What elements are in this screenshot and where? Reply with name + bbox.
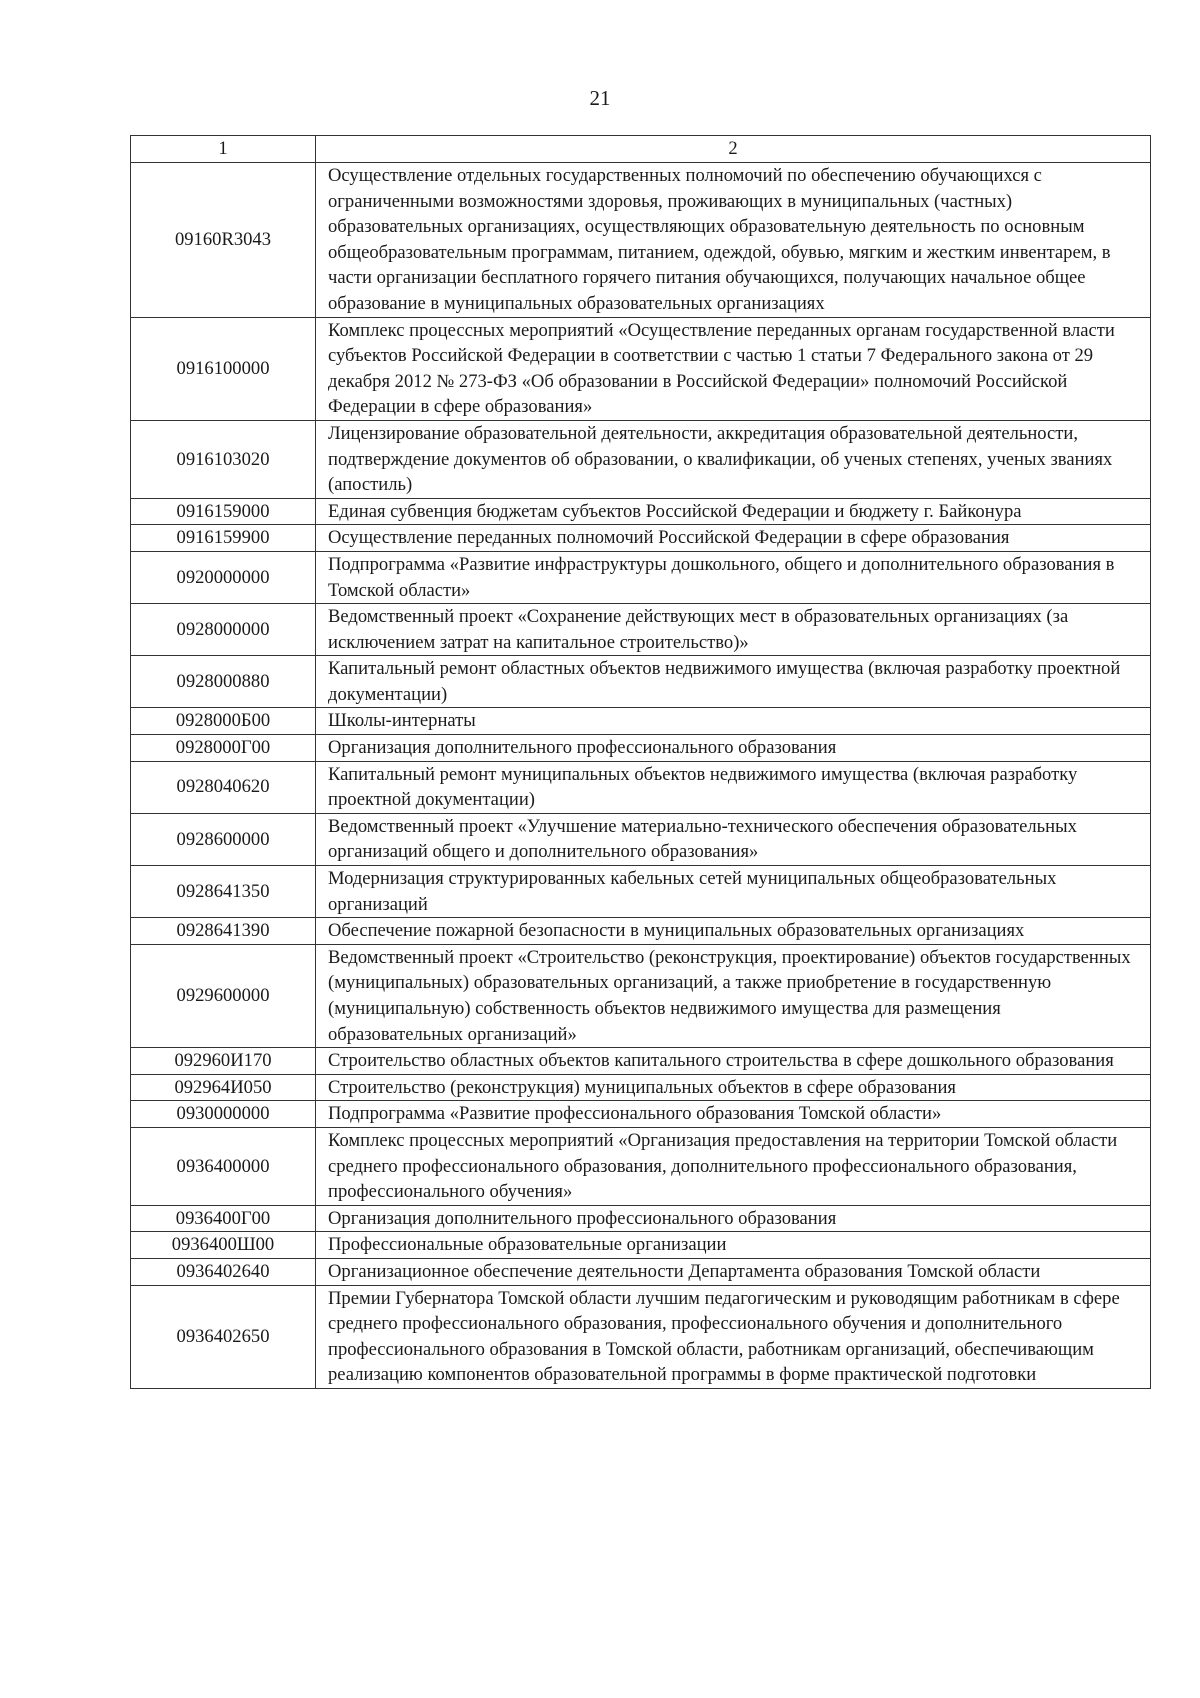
table-header — [131, 136, 1151, 163]
table-row — [131, 813, 1151, 865]
row-code: 0928641390 — [131, 918, 316, 945]
row-code: 09160R3043 — [131, 163, 316, 318]
table-row — [131, 317, 1151, 420]
row-name: Подпрограмма «Развитие профессионального образования Томской области» — [316, 1101, 1151, 1128]
row-name: Комплекс процессных мероприятий «Осуществление переданных органам государственной власти субъектов Российской Федерации в соответствии с частью 1 статьи 7 Федерального закона от 29 декабря 2012 № 273-ФЗ «Об образовании в Российской Федерации» полномочий Российской Федерации в сфере образования» — [316, 317, 1151, 420]
row-code: 0936400000 — [131, 1127, 316, 1205]
table-row — [131, 735, 1151, 762]
row-code: 0936402650 — [131, 1285, 316, 1388]
row-name: Школы-интернаты — [316, 708, 1151, 735]
row-name: Строительство (реконструкция) муниципальных объектов в сфере образования — [316, 1074, 1151, 1101]
table-header-row — [131, 136, 1151, 163]
row-code: 092960И170 — [131, 1048, 316, 1075]
row-name: Лицензирование образовательной деятельности, аккредитация образовательной деятельности, подтверждение документов об образовании, о квалификации, об ученых степенях, ученых званиях (апостиль) — [316, 420, 1151, 498]
row-name: Единая субвенция бюджетам субъектов Российской Федерации и бюджету г. Байконура — [316, 498, 1151, 525]
table-row — [131, 1285, 1151, 1388]
row-code: 0916159900 — [131, 525, 316, 552]
row-code: 0936400Г00 — [131, 1205, 316, 1232]
table-row — [131, 656, 1151, 708]
row-name: Строительство областных объектов капитального строительства в сфере дошкольного образования — [316, 1048, 1151, 1075]
table-row — [131, 163, 1151, 318]
table-row — [131, 866, 1151, 918]
row-code: 0928641350 — [131, 866, 316, 918]
table-row — [131, 551, 1151, 603]
row-code: 0928600000 — [131, 813, 316, 865]
table-row — [131, 525, 1151, 552]
table-row — [131, 1232, 1151, 1259]
table-row — [131, 604, 1151, 656]
budget-classification-table — [130, 135, 1151, 1389]
row-code: 0929600000 — [131, 944, 316, 1047]
header-column-2: 2 — [316, 136, 1151, 163]
row-code: 092964И050 — [131, 1074, 316, 1101]
row-name: Ведомственный проект «Сохранение действующих мест в образовательных организациях (за исключением затрат на капитальное строительство)» — [316, 604, 1151, 656]
row-name: Капитальный ремонт областных объектов недвижимого имущества (включая разработку проектной документации) — [316, 656, 1151, 708]
page-number: 21 — [589, 86, 611, 110]
row-code: 0920000000 — [131, 551, 316, 603]
row-name: Осуществление отдельных государственных полномочий по обеспечению обучающихся с ограниченными возможностями здоровья, проживающих в муниципальных (частных) образовательных организациях, осуществляющих образовательную деятельность по основным общеобразовательным программам, питанием, одеждой, обувью, мягким и жестким инвентарем, в части организации бесплатного горячего питания обучающихся, получающих начальное общее образование в муниципальных образовательных организациях — [316, 163, 1151, 318]
header-column-1: 1 — [131, 136, 316, 163]
row-name: Модернизация структурированных кабельных сетей муниципальных общеобразовательных организаций — [316, 866, 1151, 918]
table-row — [131, 1048, 1151, 1075]
row-name: Ведомственный проект «Улучшение материально-технического обеспечения образовательных организаций общего и дополнительного образования» — [316, 813, 1151, 865]
row-code: 0930000000 — [131, 1101, 316, 1128]
row-code: 0936402640 — [131, 1258, 316, 1285]
row-code: 0916159000 — [131, 498, 316, 525]
row-code: 0936400Ш00 — [131, 1232, 316, 1259]
table-row — [131, 918, 1151, 945]
row-name: Осуществление переданных полномочий Российской Федерации в сфере образования — [316, 525, 1151, 552]
row-name: Подпрограмма «Развитие инфраструктуры дошкольного, общего и дополнительного образования в Томской области» — [316, 551, 1151, 603]
row-name: Премии Губернатора Томской области лучшим педагогическим и руководящим работникам в сфере среднего профессионального образования, профессионального обучения и дополнительного профессионального образования в Томской области, работникам организаций, обеспечивающим реализацию компонентов образовательной программы в форме практической подготовки — [316, 1285, 1151, 1388]
row-name: Ведомственный проект «Строительство (реконструкция, проектирование) объектов государственных (муниципальных) образовательных организаций, а также приобретение в государственную (муниципальную) собственность объектов недвижимого имущества для размещения образовательных организаций» — [316, 944, 1151, 1047]
row-name: Организация дополнительного профессионального образования — [316, 735, 1151, 762]
table-row — [131, 1074, 1151, 1101]
row-code: 0916103020 — [131, 420, 316, 498]
row-name: Профессиональные образовательные организации — [316, 1232, 1151, 1259]
table-row — [131, 1258, 1151, 1285]
row-code: 0928000000 — [131, 604, 316, 656]
row-code: 0928000Б00 — [131, 708, 316, 735]
table-row — [131, 944, 1151, 1047]
table-row — [131, 1127, 1151, 1205]
row-name: Организационное обеспечение деятельности Департамента образования Томской области — [316, 1258, 1151, 1285]
table-row — [131, 761, 1151, 813]
row-name: Капитальный ремонт муниципальных объектов недвижимого имущества (включая разработку проектной документации) — [316, 761, 1151, 813]
table-row — [131, 1205, 1151, 1232]
row-code: 0928000880 — [131, 656, 316, 708]
row-code: 0928040620 — [131, 761, 316, 813]
table-row — [131, 1101, 1151, 1128]
row-name: Обеспечение пожарной безопасности в муниципальных образовательных организациях — [316, 918, 1151, 945]
row-code: 0916100000 — [131, 317, 316, 420]
row-name: Комплекс процессных мероприятий «Организация предоставления на территории Томской области среднего профессионального образования, дополнительного профессионального образования, профессионального обучения» — [316, 1127, 1151, 1205]
table-row — [131, 420, 1151, 498]
row-code: 0928000Г00 — [131, 735, 316, 762]
table-body — [131, 163, 1151, 1389]
row-name: Организация дополнительного профессионального образования — [316, 1205, 1151, 1232]
table-row — [131, 498, 1151, 525]
table-row — [131, 708, 1151, 735]
